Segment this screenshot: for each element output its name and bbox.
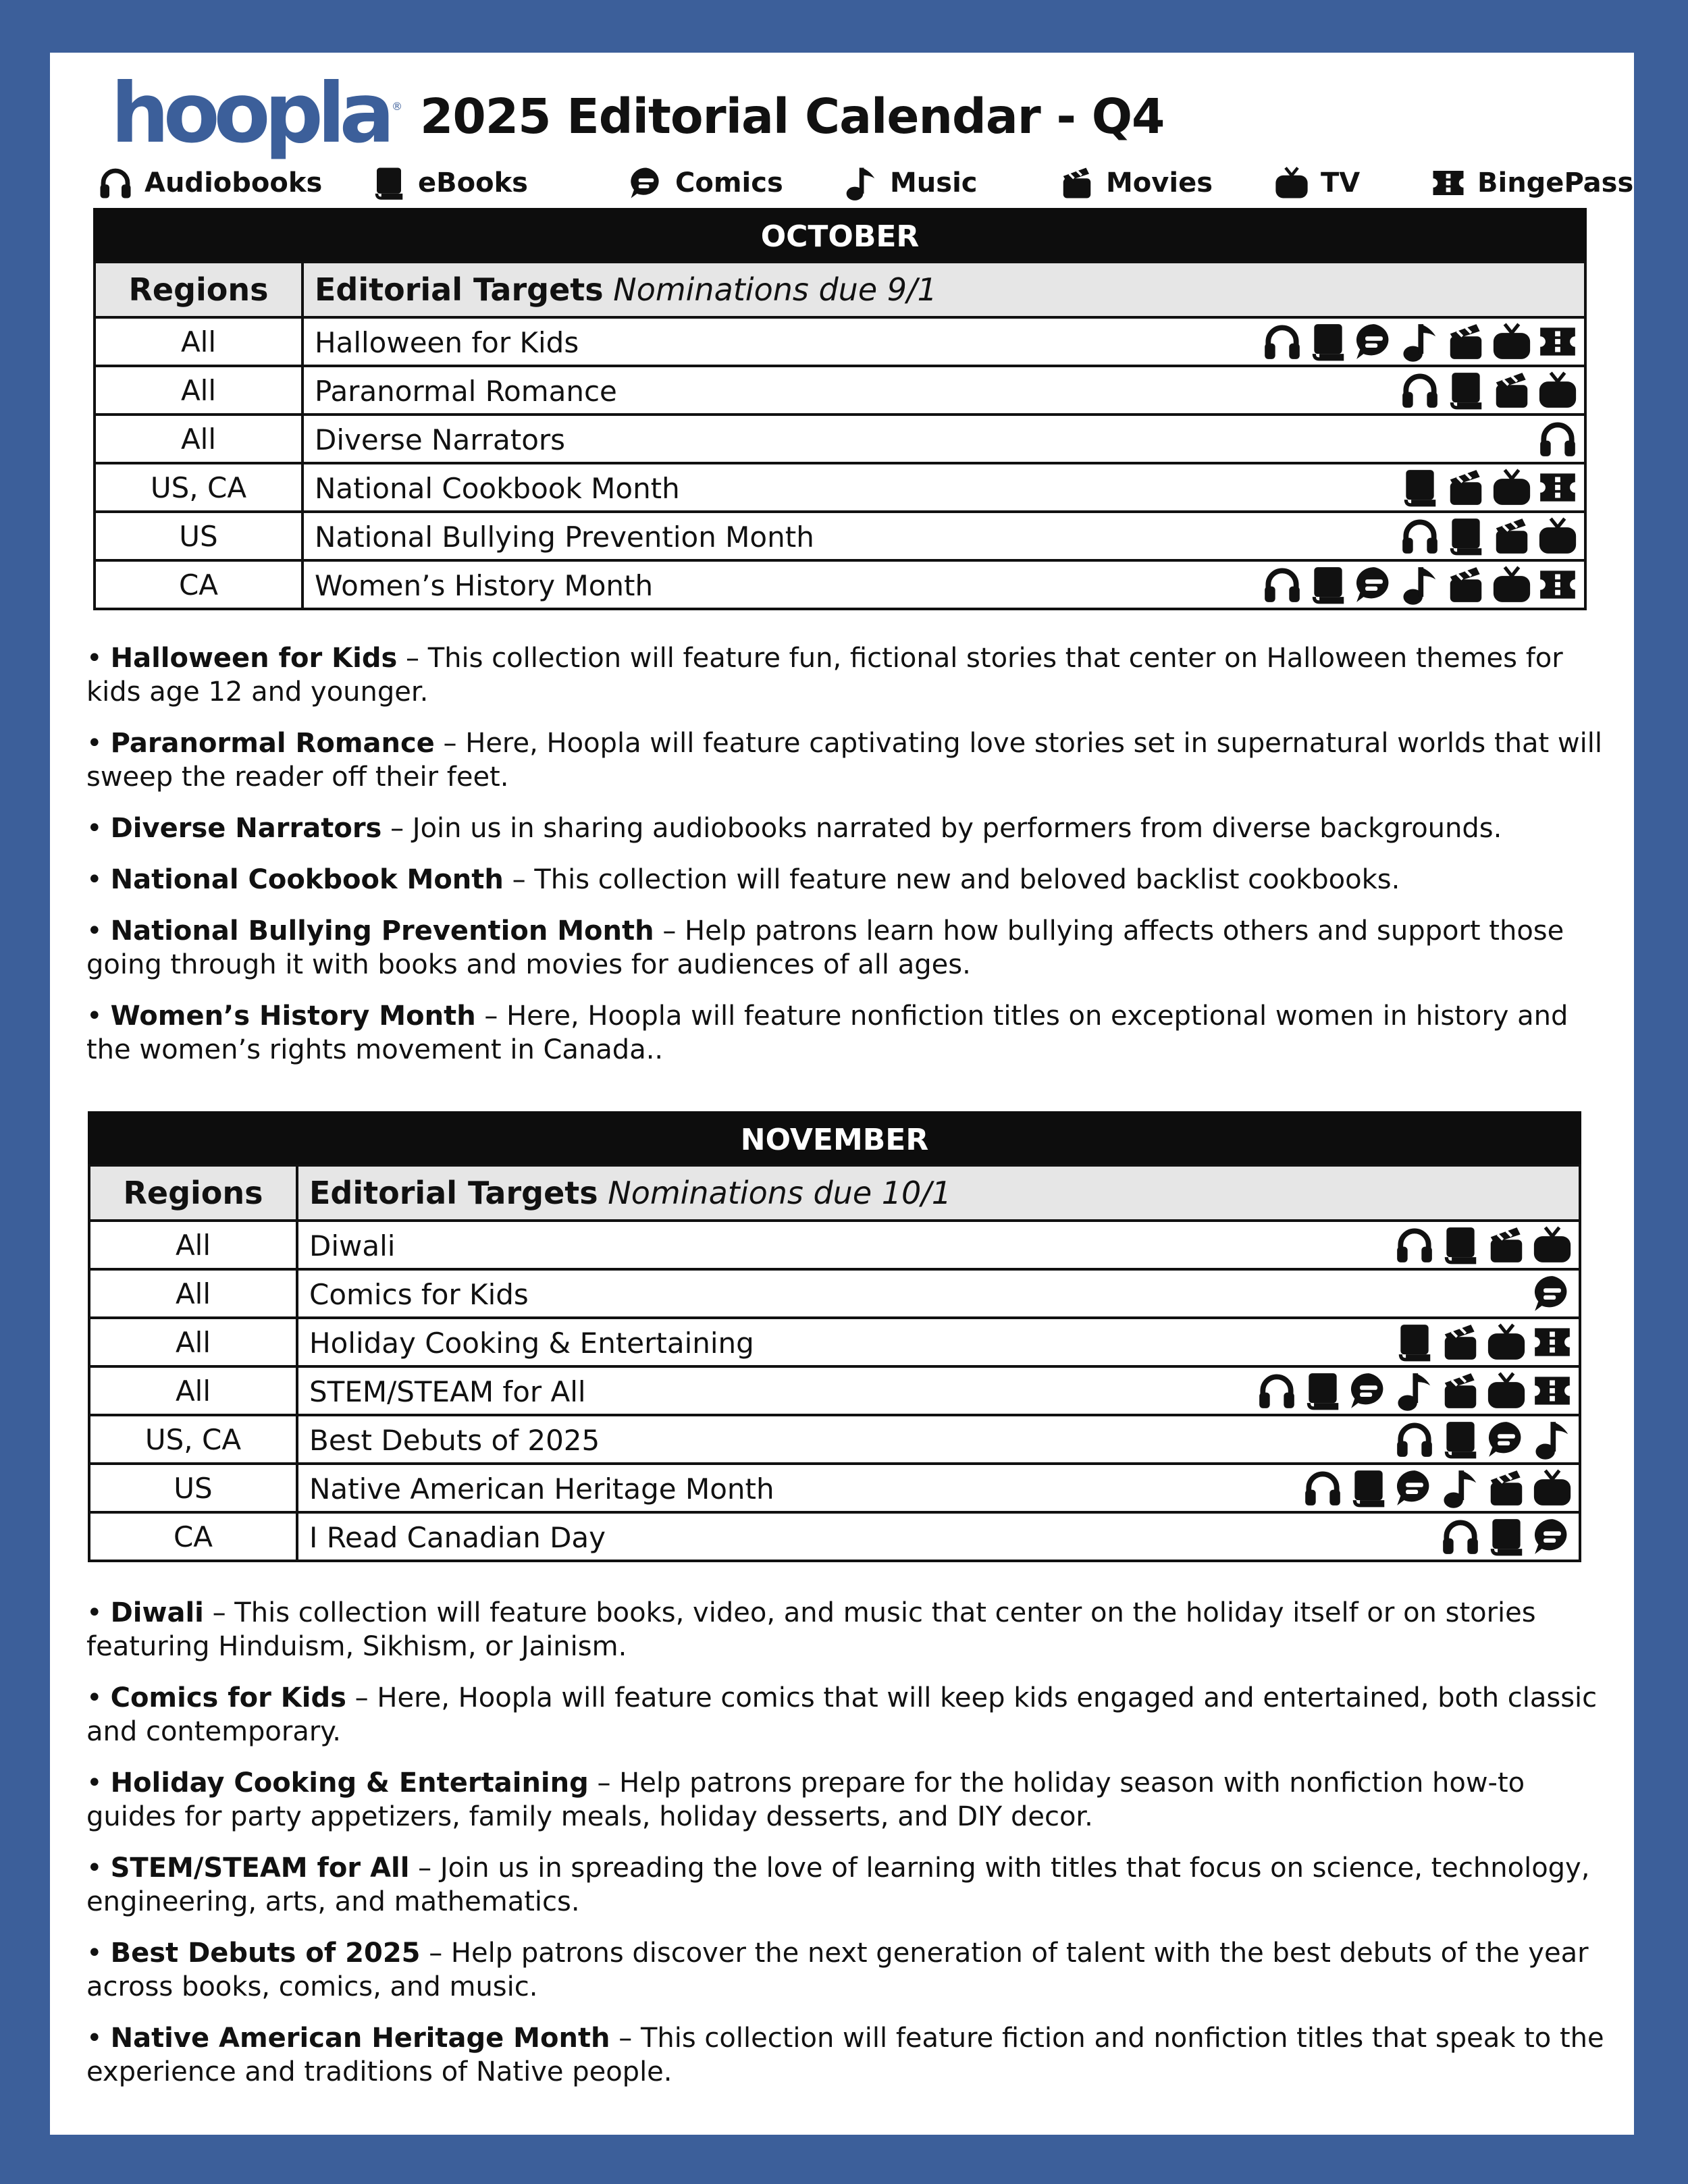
book-icon — [371, 165, 407, 201]
description-text: – Here, Hoopla will feature comics that will keep kids engaged and entertained, both classic and contemporary. — [86, 1682, 1598, 1747]
table-row — [89, 1221, 1580, 1269]
bullet: • — [86, 1938, 103, 1969]
ticket-icon — [1430, 165, 1467, 201]
bullet: • — [86, 643, 103, 674]
speech-bubble-icon — [1485, 1418, 1527, 1460]
legend-movies — [1059, 159, 1213, 207]
book-icon — [1307, 321, 1349, 363]
bullet: • — [86, 728, 103, 759]
target-cell — [302, 463, 1585, 512]
target-cell — [297, 1464, 1580, 1512]
october-descriptions — [86, 641, 1606, 1084]
description-text: – This collection will feature new and beloved backlist cookbooks. — [503, 864, 1400, 895]
target-name: STEM/STEAM for All — [309, 1375, 586, 1408]
description-title: Holiday Cooking & Entertaining — [110, 1767, 589, 1799]
music-note-icon — [1399, 321, 1441, 363]
book-icon — [1485, 1516, 1527, 1557]
description-item — [86, 1851, 1606, 1919]
target-cell — [297, 1366, 1580, 1415]
regions-header: Regions — [89, 1165, 297, 1221]
legend-comics — [628, 159, 783, 207]
editorial-targets-label: Editorial Targets — [315, 271, 604, 308]
ticket-icon — [1537, 564, 1579, 606]
targets-header — [297, 1165, 1580, 1221]
format-legend — [97, 159, 1634, 207]
legend-label: eBooks — [418, 167, 528, 198]
header — [111, 65, 1165, 161]
music-note-icon — [843, 165, 879, 201]
region-cell: US — [89, 1464, 297, 1512]
nominations-due: Nominations due 10/1 — [608, 1175, 952, 1211]
region-cell: All — [89, 1221, 297, 1269]
speech-bubble-icon — [1353, 564, 1395, 606]
book-icon — [1440, 1418, 1481, 1460]
bullet: • — [86, 864, 103, 895]
bullet: • — [86, 813, 103, 844]
table-row — [89, 1318, 1580, 1366]
speech-bubble-icon — [628, 165, 664, 201]
legend-audiobooks — [97, 159, 322, 207]
target-name: Diverse Narrators — [315, 423, 566, 456]
music-note-icon — [1399, 564, 1441, 606]
description-title: STEM/STEAM for All — [110, 1853, 410, 1884]
clapperboard-icon — [1445, 321, 1487, 363]
description-item — [86, 863, 1606, 897]
target-name: I Read Canadian Day — [309, 1521, 606, 1554]
format-icons — [1261, 321, 1579, 363]
description-text: – Here, Hoopla will feature captivating love stories set in supernatural worlds that will sweep the reader off their feet. — [86, 728, 1602, 793]
bullet: • — [86, 1001, 103, 1032]
clapperboard-icon — [1485, 1467, 1527, 1509]
regions-header: Regions — [95, 262, 302, 317]
headphones-icon — [1261, 564, 1303, 606]
bullet: • — [86, 1682, 103, 1713]
table-row — [95, 560, 1585, 609]
clapperboard-icon — [1059, 165, 1095, 201]
target-name: National Bullying Prevention Month — [315, 521, 814, 554]
ticket-icon — [1531, 1321, 1573, 1363]
headphones-icon — [97, 165, 134, 201]
format-icons — [1394, 1224, 1573, 1266]
region-cell: All — [89, 1366, 297, 1415]
table-row — [89, 1415, 1580, 1464]
target-cell — [297, 1318, 1580, 1366]
description-text: – Join us in sharing audiobooks narrated by performers from diverse backgrounds. — [381, 813, 1502, 844]
description-title: National Cookbook Month — [110, 864, 504, 895]
column-header-row — [89, 1165, 1580, 1221]
ticket-icon — [1537, 467, 1579, 508]
description-text: – Join us in spreading the love of learning with titles that focus on science, technology, engineering, arts, and mathematics. — [86, 1853, 1590, 1917]
target-cell — [302, 512, 1585, 560]
bullet: • — [86, 1767, 103, 1799]
region-cell: All — [95, 415, 302, 463]
table-row — [95, 512, 1585, 560]
legend-label: TV — [1321, 167, 1361, 198]
target-name: Halloween for Kids — [315, 326, 579, 359]
format-icons — [1399, 369, 1579, 411]
clapperboard-icon — [1445, 564, 1487, 606]
format-icons — [1302, 1467, 1573, 1509]
november-descriptions — [86, 1596, 1606, 2106]
description-title: Diwali — [110, 1597, 204, 1628]
clapperboard-icon — [1440, 1370, 1481, 1412]
bullet: • — [86, 915, 103, 947]
bullet: • — [86, 2023, 103, 2054]
target-name: Comics for Kids — [309, 1278, 529, 1311]
description-item — [86, 641, 1606, 709]
book-icon — [1348, 1467, 1390, 1509]
headphones-icon — [1256, 1370, 1298, 1412]
legend-label: BingePass — [1477, 167, 1634, 198]
page-title: 2025 Editorial Calendar - Q4 — [419, 88, 1165, 144]
format-icons — [1256, 1370, 1573, 1412]
ticket-icon — [1531, 1370, 1573, 1412]
description-title: Women’s History Month — [110, 1001, 476, 1032]
bullet: • — [86, 1597, 103, 1628]
speech-bubble-icon — [1531, 1273, 1573, 1314]
region-cell: CA — [95, 560, 302, 609]
region-cell: US, CA — [89, 1415, 297, 1464]
tv-icon — [1537, 515, 1579, 557]
headphones-icon — [1440, 1516, 1481, 1557]
format-icons — [1399, 467, 1579, 508]
format-icons — [1261, 564, 1579, 606]
speech-bubble-icon — [1531, 1516, 1573, 1557]
format-icons — [1531, 1273, 1573, 1314]
clapperboard-icon — [1491, 369, 1533, 411]
description-text: – This collection will feature books, video, and music that center on the holiday itself or on stories featuring Hinduism, Sikhism, or Jainism. — [86, 1597, 1536, 1662]
calendar-page — [50, 53, 1634, 2135]
speech-bubble-icon — [1348, 1370, 1390, 1412]
book-icon — [1302, 1370, 1344, 1412]
targets-header — [302, 262, 1585, 317]
ticket-icon — [1537, 321, 1579, 363]
table-row — [89, 1269, 1580, 1318]
legend-label: Movies — [1106, 167, 1213, 198]
description-item — [86, 914, 1606, 982]
description-text: – This collection will feature fiction and nonfiction titles that speak to the experience and traditions of Native people. — [86, 2023, 1604, 2087]
speech-bubble-icon — [1394, 1467, 1435, 1509]
hoopla-logo[interactable]: hoopla — [111, 65, 389, 161]
music-note-icon — [1440, 1467, 1481, 1509]
book-icon — [1445, 369, 1487, 411]
target-name: Native American Heritage Month — [309, 1472, 774, 1506]
clapperboard-icon — [1445, 467, 1487, 508]
region-cell: All — [89, 1318, 297, 1366]
region-cell: All — [95, 317, 302, 366]
tv-icon — [1491, 467, 1533, 508]
headphones-icon — [1537, 418, 1579, 460]
description-title: Native American Heritage Month — [110, 2023, 610, 2054]
region-cell: US, CA — [95, 463, 302, 512]
speech-bubble-icon — [1353, 321, 1395, 363]
target-cell — [297, 1269, 1580, 1318]
region-cell: US — [95, 512, 302, 560]
description-title: Best Debuts of 2025 — [110, 1938, 421, 1969]
description-text: – Help patrons learn how bullying affects others and support those going through it with books and movies for audiences of all ages. — [86, 915, 1564, 980]
description-item — [86, 1596, 1606, 1663]
description-title: Diverse Narrators — [110, 813, 382, 844]
description-text: – This collection will feature fun, fictional stories that center on Halloween themes for kids age 12 and younger. — [86, 643, 1563, 708]
target-name: Best Debuts of 2025 — [309, 1424, 600, 1457]
headphones-icon — [1399, 515, 1441, 557]
description-title: Comics for Kids — [110, 1682, 346, 1713]
legend-label: Audiobooks — [144, 167, 323, 198]
tv-icon — [1273, 165, 1310, 201]
legend-label: Comics — [675, 167, 783, 198]
october-calendar-table — [93, 208, 1587, 610]
description-item — [86, 2021, 1606, 2089]
month-heading: OCTOBER — [93, 208, 1587, 261]
legend-label: Music — [890, 167, 978, 198]
tv-icon — [1491, 564, 1533, 606]
tv-icon — [1485, 1321, 1527, 1363]
trademark-mark: ® — [391, 100, 402, 113]
format-icons — [1399, 515, 1579, 557]
book-icon — [1399, 467, 1441, 508]
legend-ebooks — [371, 159, 528, 207]
target-cell — [302, 317, 1585, 366]
region-cell: All — [95, 366, 302, 415]
description-item — [86, 726, 1606, 794]
target-cell — [297, 1512, 1580, 1561]
book-icon — [1307, 564, 1349, 606]
target-cell — [302, 415, 1585, 463]
headphones-icon — [1302, 1467, 1344, 1509]
headphones-icon — [1261, 321, 1303, 363]
tv-icon — [1485, 1370, 1527, 1412]
tv-icon — [1531, 1224, 1573, 1266]
description-item — [86, 1936, 1606, 2004]
table-row — [89, 1512, 1580, 1561]
target-name: Diwali — [309, 1229, 396, 1262]
book-icon — [1440, 1224, 1481, 1266]
table-row — [95, 463, 1585, 512]
table-row — [95, 317, 1585, 366]
targets-table — [88, 1164, 1581, 1562]
target-cell — [297, 1415, 1580, 1464]
editorial-targets-label: Editorial Targets — [309, 1175, 598, 1211]
tv-icon — [1491, 321, 1533, 363]
headphones-icon — [1394, 1224, 1435, 1266]
region-cell: CA — [89, 1512, 297, 1561]
month-heading: NOVEMBER — [88, 1111, 1581, 1164]
description-title: National Bullying Prevention Month — [110, 915, 654, 947]
format-icons — [1537, 418, 1579, 460]
legend-tv — [1273, 159, 1360, 207]
description-item — [86, 811, 1606, 845]
target-name: Paranormal Romance — [315, 375, 617, 408]
region-cell: All — [89, 1269, 297, 1318]
nominations-due: Nominations due 9/1 — [613, 271, 937, 308]
target-name: Women’s History Month — [315, 569, 654, 602]
music-note-icon — [1394, 1370, 1435, 1412]
target-name: Holiday Cooking & Entertaining — [309, 1327, 754, 1360]
bullet: • — [86, 1853, 103, 1884]
description-title: Paranormal Romance — [110, 728, 435, 759]
clapperboard-icon — [1485, 1224, 1527, 1266]
clapperboard-icon — [1491, 515, 1533, 557]
book-icon — [1394, 1321, 1435, 1363]
november-calendar-table — [88, 1111, 1581, 1562]
tv-icon — [1531, 1467, 1573, 1509]
target-cell — [302, 366, 1585, 415]
table-row — [95, 415, 1585, 463]
description-text: – Help patrons prepare for the holiday season with nonfiction how-to guides for party appetizers, family meals, holiday desserts, and DIY decor. — [86, 1767, 1525, 1832]
targets-table — [93, 261, 1587, 610]
target-cell — [297, 1221, 1580, 1269]
table-row — [89, 1464, 1580, 1512]
description-text: – Help patrons discover the next generation of talent with the best debuts of the year across books, comics, and music. — [86, 1938, 1589, 2002]
table-row — [89, 1366, 1580, 1415]
description-item — [86, 999, 1606, 1067]
format-icons — [1440, 1516, 1573, 1557]
description-item — [86, 1681, 1606, 1749]
target-name: National Cookbook Month — [315, 472, 680, 505]
headphones-icon — [1399, 369, 1441, 411]
headphones-icon — [1394, 1418, 1435, 1460]
tv-icon — [1537, 369, 1579, 411]
target-cell — [302, 560, 1585, 609]
book-icon — [1445, 515, 1487, 557]
format-icons — [1394, 1321, 1573, 1363]
description-title: Halloween for Kids — [110, 643, 398, 674]
format-icons — [1394, 1418, 1573, 1460]
table-row — [95, 366, 1585, 415]
description-text: – Here, Hoopla will feature nonfiction titles on exceptional women in history and the women’s rights movement in Canada.. — [86, 1001, 1568, 1065]
column-header-row — [95, 262, 1585, 317]
description-item — [86, 1766, 1606, 1834]
clapperboard-icon — [1440, 1321, 1481, 1363]
music-note-icon — [1531, 1418, 1573, 1460]
legend-music — [843, 159, 978, 207]
legend-bingepass — [1430, 159, 1633, 207]
